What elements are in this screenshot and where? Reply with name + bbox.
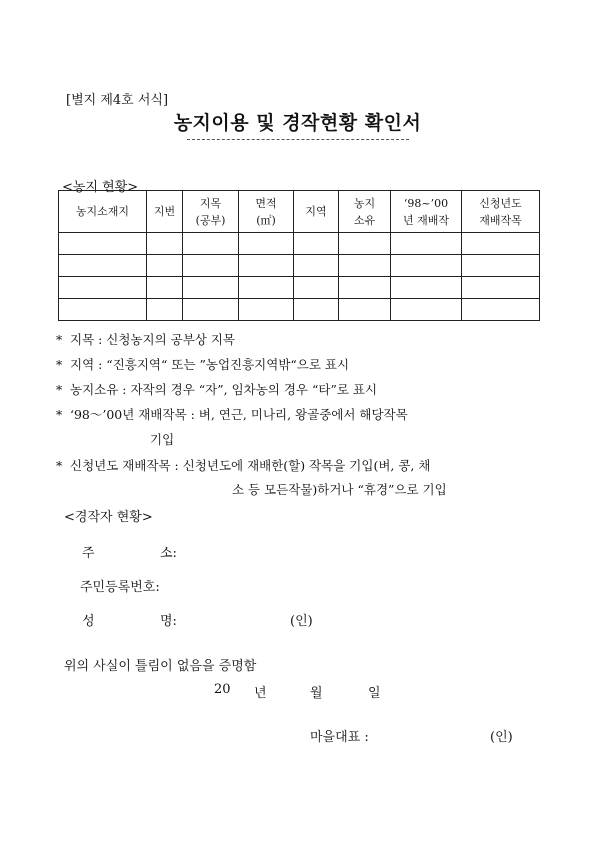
title-underline <box>187 139 409 140</box>
certification-statement: 위의 사실이 틀림이 없음을 증명함 <box>64 659 257 674</box>
table-cell[interactable] <box>239 299 294 321</box>
table-cell[interactable] <box>462 255 540 277</box>
date-month: 월 <box>310 686 323 701</box>
farmer-section-heading: <경작자 현황> <box>64 510 153 525</box>
table-cell[interactable] <box>339 299 391 321</box>
village-rep-seal: (인) <box>490 730 513 745</box>
table-cell[interactable] <box>462 277 540 299</box>
table-cell[interactable] <box>239 233 294 255</box>
header-current-crop: 신청년도 재배작목 <box>462 191 540 233</box>
header-region: 지역 <box>294 191 339 233</box>
table-cell[interactable] <box>239 277 294 299</box>
table-cell[interactable] <box>183 255 239 277</box>
note-current-crop: * 신청년도 재배작목 : 신청년도에 재배한(할) 작목을 기입(벼, 콩, 채 <box>56 458 431 473</box>
table-cell[interactable] <box>147 255 183 277</box>
table-cell[interactable] <box>294 255 339 277</box>
date-day: 일 <box>368 686 381 701</box>
note-past-crop: * ‘98～’00년 재배작목 : 벼, 연근, 미나리, 왕골중에서 해당작목 <box>56 407 408 422</box>
header-land-category: 지목 (공부) <box>183 191 239 233</box>
table-cell[interactable] <box>147 277 183 299</box>
document-title: 농지이용 및 경작현황 확인서 <box>173 112 422 134</box>
header-area: 면적 (㎡) <box>239 191 294 233</box>
address-label-b: 소: <box>160 546 177 561</box>
table-cell[interactable] <box>59 277 147 299</box>
table-cell[interactable] <box>239 255 294 277</box>
table-header-row <box>59 191 540 233</box>
table-cell[interactable] <box>339 255 391 277</box>
table-cell[interactable] <box>59 255 147 277</box>
note-region: * 지역 : “진흥지역“ 또는 ”농업진흥지역밖“으로 표시 <box>56 357 350 372</box>
table-cell[interactable] <box>183 299 239 321</box>
table-row <box>59 299 540 321</box>
table-cell[interactable] <box>391 233 462 255</box>
header-lot-number: 지번 <box>147 191 183 233</box>
table-cell[interactable] <box>147 299 183 321</box>
table-row <box>59 233 540 255</box>
note-land-category: * 지목 : 신청농지의 공부상 지목 <box>56 332 236 347</box>
table-cell[interactable] <box>59 233 147 255</box>
table-cell[interactable] <box>339 233 391 255</box>
table-cell[interactable] <box>462 299 540 321</box>
table-cell[interactable] <box>294 277 339 299</box>
table-cell[interactable] <box>59 299 147 321</box>
table-cell[interactable] <box>294 233 339 255</box>
village-rep-label: 마을대표 : <box>310 730 369 745</box>
table-cell[interactable] <box>391 299 462 321</box>
note-ownership: * 농지소유 : 자작의 경우 “자”, 임차농의 경우 “타”로 표시 <box>56 382 378 397</box>
header-location: 농지소재지 <box>59 191 147 233</box>
resident-id-label: 주민등록번호: <box>80 580 160 595</box>
header-past-crop: ‘98~’00 년 재배작 <box>391 191 462 233</box>
table-cell[interactable] <box>183 277 239 299</box>
land-status-table <box>58 190 540 321</box>
table-cell[interactable] <box>391 277 462 299</box>
farmer-seal: (인) <box>290 614 313 629</box>
name-label-b: 명: <box>160 614 177 629</box>
form-number-label: [별지 제4호 서식] <box>66 93 169 108</box>
date-prefix: 20 <box>214 682 231 697</box>
note-past-crop-cont: 기입 <box>150 432 175 447</box>
header-ownership: 농지 소유 <box>339 191 391 233</box>
table-cell[interactable] <box>391 255 462 277</box>
address-label-a: 주 <box>82 546 95 561</box>
table-row <box>59 255 540 277</box>
table-cell[interactable] <box>183 233 239 255</box>
land-section-heading: <농지 현황> <box>62 180 139 195</box>
date-year: 년 <box>254 686 267 701</box>
table-cell[interactable] <box>294 299 339 321</box>
table-cell[interactable] <box>462 233 540 255</box>
table-cell[interactable] <box>339 277 391 299</box>
name-label-a: 성 <box>82 614 95 629</box>
table-cell[interactable] <box>147 233 183 255</box>
table-row <box>59 277 540 299</box>
note-current-crop-cont: 소 등 모든작물)하거나 “휴경”으로 기입 <box>232 482 447 497</box>
